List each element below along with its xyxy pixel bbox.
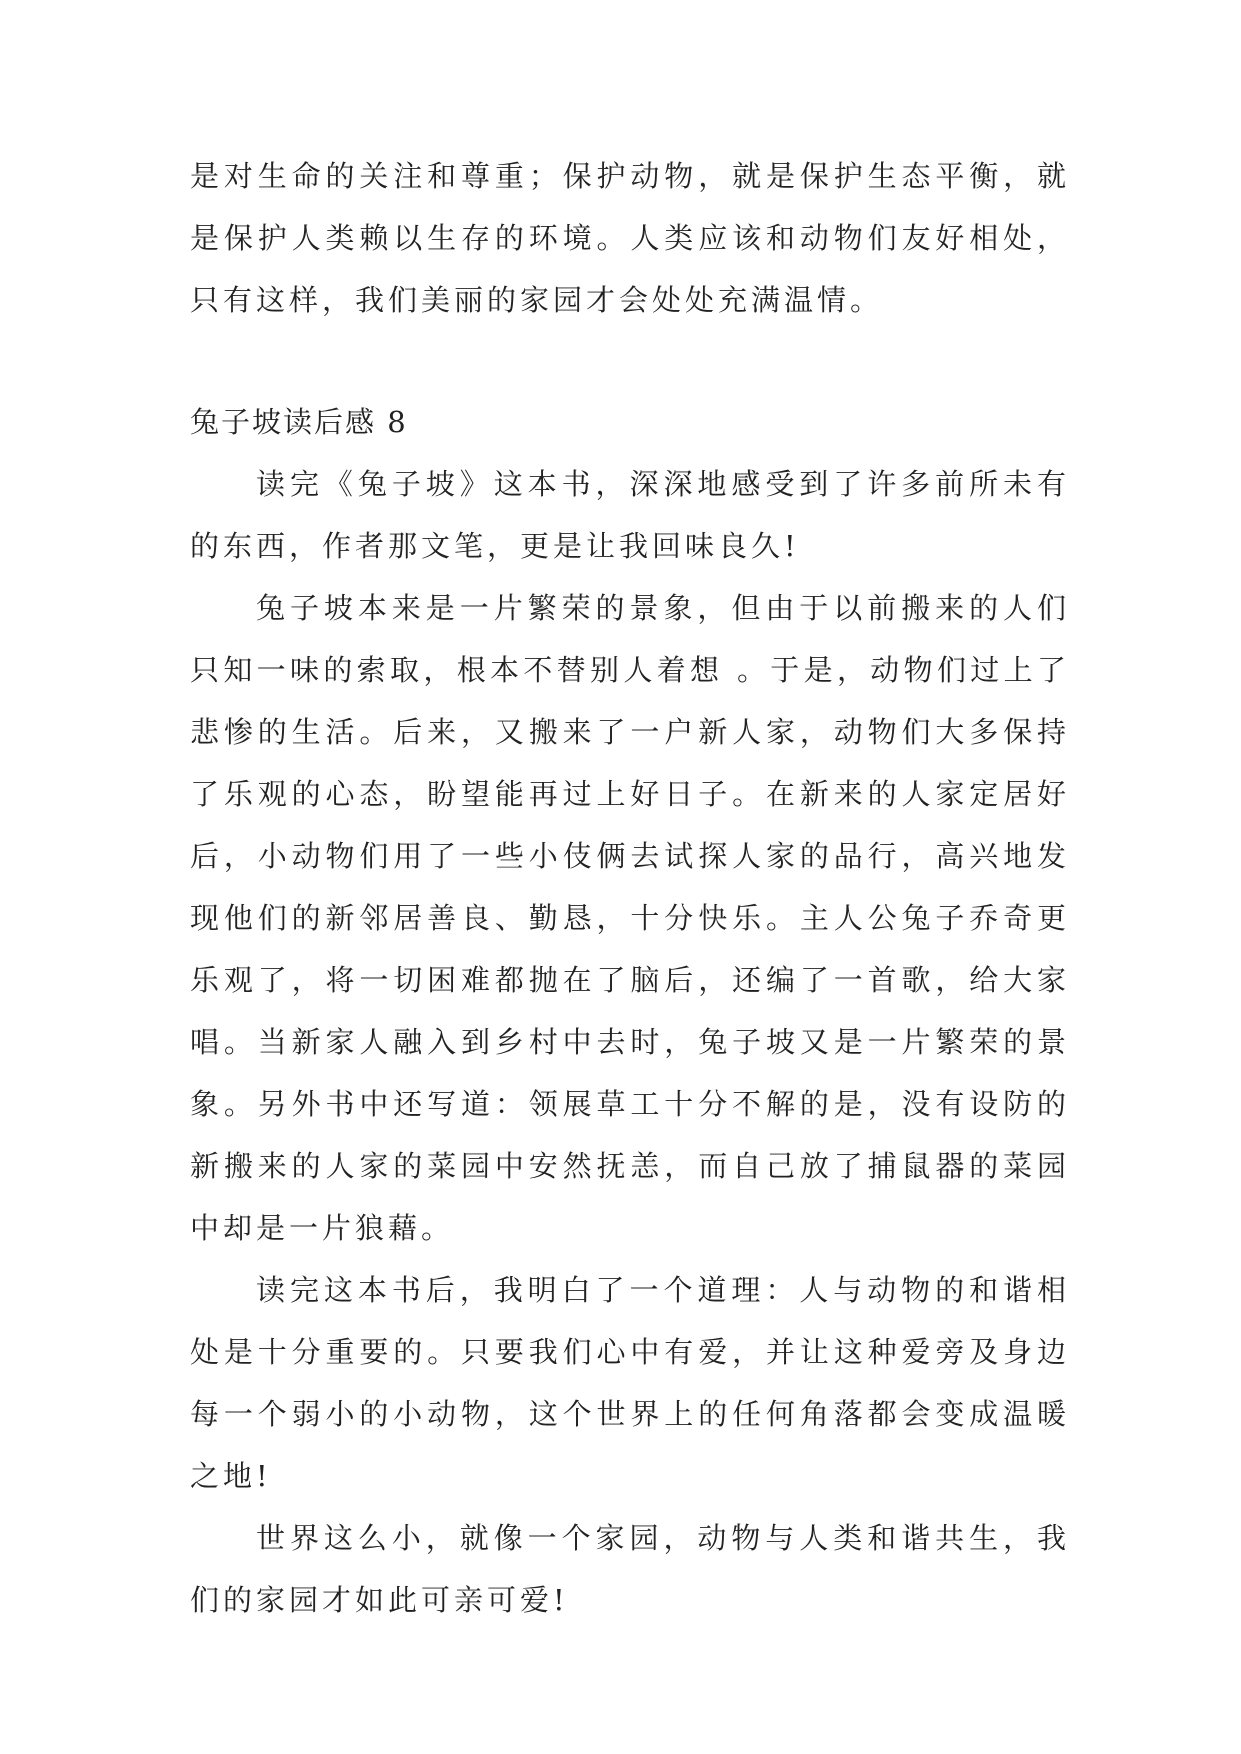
document-page xyxy=(190,145,1070,1631)
paragraph-2: 兔子坡本来是一片繁荣的景象，但由于以前搬来的人们只知一味的索取，根本不替别人着想 。于是，动物们过上了悲惨的生活。后来，又搬来了一户新人家，动物们大多保持了乐观的心态，盼望能再过上好日子。在新来的人家定居好后，小动物们用了一些小伎俩去试探人家的品行，高兴地发现他们的新邻居善良、勤恳，十分快乐。主人公兔子乔奇更乐观了，将一切困难都抛在了脑后，还编了一首歌，给大家唱。当新家人融入到乡村中去时，兔子坡又是一片繁荣的景象。另外书中还写道：领展草工十分不解的是，没有设防的新搬来的人家的菜园中安然抚恙，而自己放了捕鼠器的菜园中却是一片狼藉。 xyxy=(190,591,1070,1245)
paragraph-3: 读完这本书后，我明白了一个道理：人与动物的和谐相处是十分重要的。只要我们心中有爱，并让这种爱旁及身边每一个弱小的小动物，这个世界上的任何角落都会变成温暖之地! xyxy=(190,1273,1070,1493)
paragraph-1: 读完《兔子坡》这本书，深深地感受到了许多前所未有的东西，作者那文笔，更是让我回味良久! xyxy=(190,467,1070,563)
continued-paragraph: 是对生命的关注和尊重；保护动物，就是保护生态平衡，就是保护人类赖以生存的环境。人类应该和动物们友好相处，只有这样，我们美丽的家园才会处处充满温情。 xyxy=(190,159,1070,317)
section-title: 兔子坡读后感 8 xyxy=(190,405,408,439)
paragraph-4: 世界这么小，就像一个家园，动物与人类和谐共生，我们的家园才如此可亲可爱! xyxy=(190,1521,1070,1617)
